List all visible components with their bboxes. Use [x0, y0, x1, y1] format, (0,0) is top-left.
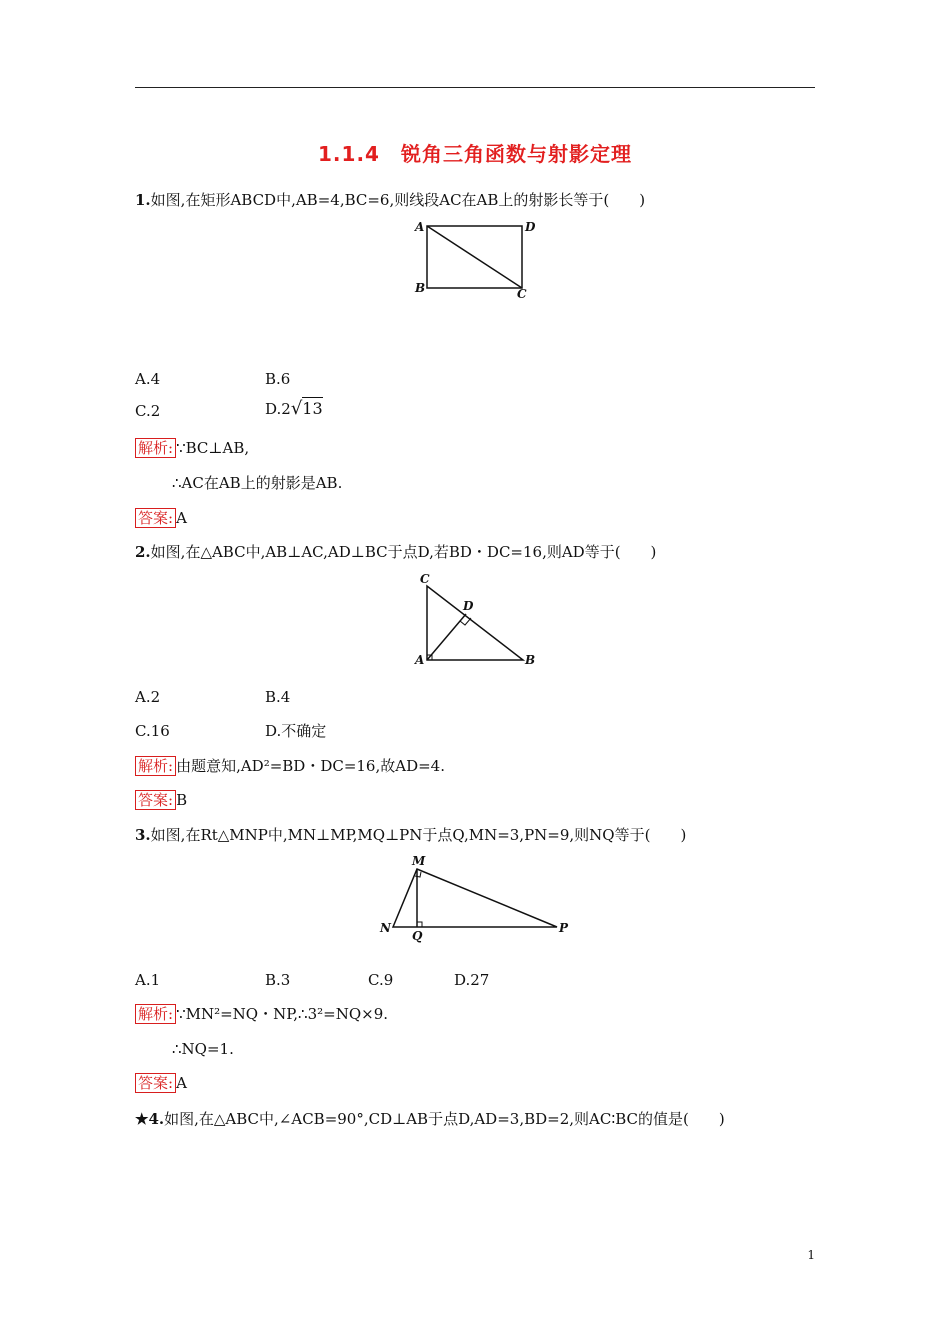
analysis-2 — [135, 756, 445, 776]
question-number: 1. — [135, 191, 151, 209]
vertex-label-m: M — [412, 854, 426, 868]
vertex-label-d: D — [525, 220, 535, 234]
option-d — [265, 399, 323, 419]
answer-label: 答案: — [135, 1073, 176, 1093]
triangle-mnp-figure — [375, 852, 575, 944]
question-text: 如图,在Rt△MNP中,MN⊥MP,MQ⊥PN于点Q,MN=3,PN=9,则NQ等于( ) — [150, 826, 687, 844]
vertex-label-n: N — [380, 921, 391, 935]
analysis-1 — [135, 438, 249, 458]
option-a: A.1 — [135, 971, 161, 989]
question-text: 如图,在△ABC中,∠ACB=90°,CD⊥AB于点D,AD=3,BD=2,则AC∶BC的值是( ) — [164, 1110, 725, 1128]
vertex-label-c: C — [420, 572, 430, 586]
vertex-label-a: A — [415, 220, 425, 234]
rectangle-abcd-figure — [405, 215, 535, 305]
answer-label: 答案: — [135, 508, 176, 528]
analysis-label: 解析: — [135, 438, 176, 458]
radicand: 13 — [302, 399, 323, 418]
analysis-label: 解析: — [135, 756, 176, 776]
answer-2 — [135, 790, 187, 810]
vertex-label-b: B — [525, 653, 536, 667]
answer-3 — [135, 1073, 187, 1093]
question-3 — [135, 825, 686, 845]
option-b: B.6 — [265, 370, 291, 388]
question-number: ★4. — [135, 1110, 165, 1128]
question-text: 如图,在△ABC中,AB⊥AC,AD⊥BC于点D,若BD・DC=16,则AD等于( ) — [150, 543, 657, 561]
option-d: D.不确定 — [265, 722, 327, 740]
option-c: C.9 — [368, 971, 394, 989]
question-1 — [135, 190, 645, 210]
answer-value: A — [176, 509, 187, 527]
analysis-text: 由题意知,AD²=BD・DC=16,故AD=4. — [176, 757, 445, 775]
option-c: C.16 — [135, 722, 170, 740]
option-b: B.3 — [265, 971, 291, 989]
diagonal-ac — [427, 226, 522, 288]
vertex-label-p: P — [559, 921, 569, 935]
triangle-shape — [427, 586, 523, 660]
vertex-label-b: B — [415, 281, 426, 295]
triangle-abc-figure — [410, 570, 540, 670]
question-number: 2. — [135, 543, 151, 561]
answer-label: 答案: — [135, 790, 176, 810]
question-4 — [135, 1109, 725, 1129]
page-title: 1.1.4 锐角三角函数与射影定理 — [318, 142, 632, 166]
option-d: D.27 — [454, 971, 490, 989]
answer-1 — [135, 508, 187, 528]
question-text: 如图,在矩形ABCD中,AB=4,BC=6,则线段AC在AB上的射影长等于( ) — [150, 191, 646, 209]
option-a: A.4 — [135, 370, 161, 388]
analysis-text: ∵MN²=NQ・NP,∴3²=NQ×9. — [176, 1005, 389, 1023]
analysis-1-line-2: ∴AC在AB上的射影是AB. — [172, 474, 343, 492]
option-c: C.2 — [135, 402, 161, 420]
answer-value: B — [176, 791, 188, 809]
analysis-label: 解析: — [135, 1004, 176, 1024]
option-d-prefix: D.2 — [265, 400, 291, 418]
option-a: A.2 — [135, 688, 161, 706]
header-rule — [135, 87, 815, 88]
analysis-3-line-2: ∴NQ=1. — [172, 1040, 234, 1058]
radical-sign: √ — [290, 398, 303, 419]
vertex-label-d: D — [463, 599, 474, 613]
option-b: B.4 — [265, 688, 291, 706]
vertex-label-q: Q — [412, 929, 423, 943]
vertex-label-a: A — [415, 653, 425, 667]
vertex-label-c: C — [517, 287, 527, 301]
question-number: 3. — [135, 826, 151, 844]
answer-value: A — [176, 1074, 187, 1092]
page-number: 1 — [807, 1248, 815, 1262]
analysis-text: ∵BC⊥AB, — [176, 439, 250, 457]
question-2 — [135, 542, 656, 562]
analysis-3 — [135, 1004, 388, 1024]
square-root — [291, 399, 323, 419]
